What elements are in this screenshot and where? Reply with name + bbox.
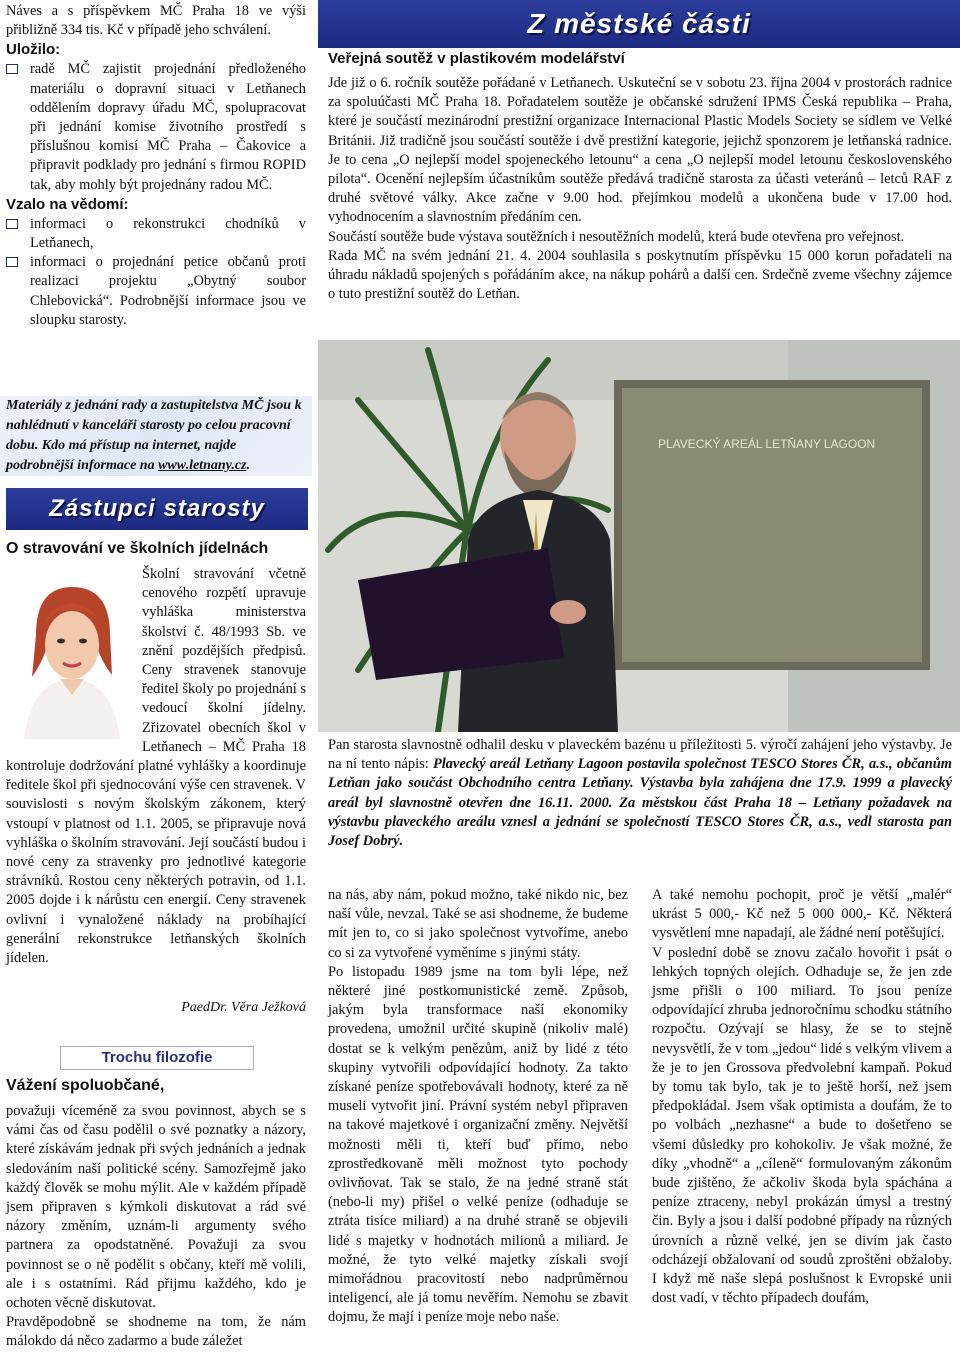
ulozilo-label: Uložilo: xyxy=(6,41,61,59)
author-jezkova: PaedDr. Věra Ježková xyxy=(181,1000,306,1015)
vzalo-item-2: informaci o projednání petice občanů proti realizaci projektu „Obytný soubor Chlebovická“. Podrobnější informace jsou ve sloupku starosty. xyxy=(6,253,306,330)
checkbox-icon xyxy=(6,257,18,267)
soutez-article: Jde již o 6. ročník soutěže pořádané v Letňanech. Uskuteční se v sobotu 23. října 2004 v prostorách radnice za spoluúčasti MČ Praha 18. Pořadatelem soutěže je občanské sdružení IPMS Česká republika – Praha, které je součástí mezinárodní prestižní organizace Internacional Plastic Models Society se sídlem ve Velké Británii. Již tradičně jsou součástí soutěže i dvě prestižní kategorie, jejichž sponzorem je letňanská radnice. Je to cena „O nejlepší model spojeneckého letounu“ a cena „O nejlepší model letounu československého pilota“. Ocenění nejlepším účastníkům soutěže předává tradičně starosta za účasti veteránů – letců RAF z druhé světové války. Akce začne v 9.00 hod. přejímkou modelů a ukončena bude v 17.00 hod. vyhodnocením a slavnostním předáním cen. Součástí soutěže bude výstava soutěžních i nesoutěžních modelů, která bude otevřena pro veřejnost. Rada MČ na svém jednání 21. 4. 2004 souhlasila s poskytnutím příspěvku 15 000 korun pořadateli na úhradu nákladů spojených s pořádáním akce, na nákup pohárů a další cen. Srdečně zveme všechny zájemce o tuto prestižní soutěž do Letňan. xyxy=(328,75,952,303)
section-banner-mestske-casti: Z městské části xyxy=(318,0,960,48)
ulozilo-item: radě MČ zajistit projednání předloženého materiálu o dopravní situaci v Letňanech oddělením dopravy úřadu MČ, spolupracovat při jednání komise životního prostředí s příslušnou komisí MČ Praha – Čakovice a připravit podklady pro jednání s firmou ROPID tak, aby mohly být projednány radou MČ. xyxy=(6,60,306,194)
stravovani-heading: O stravování ve školních jídelnách xyxy=(6,540,269,557)
vzalo-item-1: informaci o rekonstrukci chodníků v Letňanech, xyxy=(6,215,306,253)
photo-caption: Pan starosta slavnostně odhalil desku v plaveckém bazénu u příležitosti 5. výročí zahájení jeho výstavby. Je na ní tento nápis: Plavecký areál Letňany Lagoon postavila společnost TESCO Stores ČR, a.s., občanům Letňan jako součást Obchodního centra Letňany. Výstavba byla zahájena dne 17.9. 1999 a plavecký areál byl slavnostně otevřen dne 16.11. 2000. Za městskou část Praha 18 – Letňany požadavek na výstavbu plaveckého areálu vznesl a jednání se společností TESCO Stores ČR, a.s., vedl starosta pan Josef Dobrý. xyxy=(328,737,952,850)
soutez-heading: Veřejná soutěž v plastikovém modelářství xyxy=(328,50,625,67)
intro-text: Náves a s příspěvkem MČ Praha 18 ve výši přibližně 334 tis. Kč v případě jeho schválení. xyxy=(6,3,306,39)
filozofie-column-middle: na nás, aby nám, pokud možno, také nikdo nic, bez naší vůle, nevzal. Také se asi shodneme, že budeme mít jen to, co si jako společnost vytvoříme, anebo co si za vytvořené vyměníme s jinými státy. Po listopadu 1989 jsme na tom byli lépe, než některé jiné postkomunistické země. Způsob, jakým byla transformace naší ekonomiky provedena, umožnil určité skupině (nikoliv malé) dostat se k velkým penězům, aniž by lidé z této skupiny vytvořili odpovídající hodnoty. Za takto získané peníze spotřebovávali hodnoty, které za ně museli vytvořit jiní. Právní systém nebyl připraven na takové majetkové i organizační změny. Největší možnosti měli ti, kteří buď přímo, nebo zprostředkovaně měli možnost tyto pochody ovlivňovat. Tak se stalo, že na jedné straně stát (nebo-li my) přišel o velké peníze (odhaduje se ztráta tisíce miliard) a na druhé straně se objevili lidé s majetky v hodnotách milionů a miliard. Je možné, že tyto velké majetky získali svojí mimořádnou pracovitostí nebo nadprůměrnou inteligencí, ale já tomu nevěřím. Nemohu se zbavit dojmu, že mají i peníze moje nebo naše. xyxy=(328,887,628,1326)
filozofie-column-left: považuji víceméně za svou povinnost, abych se s vámi čas od času podělil o své poznatky a názory, které získávám jednak při svých jednáních a jednak sledováním naší politické scény. Samozřejmě jako každý člověk se mohu mýlit. Ale v každém případě jsem připraven s kýmkoli diskutovat a rád své názory změním, uznám-li argumenty svého partnera za opodstatněné. Považuji za svou povinnost se o ně podělit s občany, kteří mě volili, ale i s ostatními. Rád přijmu každého, kdo je ochoten věcně diskutovat. Pravděpodobně se shodneme na tom, že nám málokdo dá něco zadarmo a bude záležet xyxy=(6,1103,306,1350)
filozofie-salutation: Vážení spoluobčané, xyxy=(6,1077,165,1094)
section-banner-zastupci: Zástupci starosty xyxy=(6,488,308,530)
section-label-trochu-filozofie: Trochu filozofie xyxy=(60,1046,254,1070)
stravovani-article: Školní stravování včetně cenového rozpětí upravuje vyhláška ministerstva školství č. 48/1993 Sb. ve znění pozdějších předpisů. Ceny stravenek stanovuje ředitel školy po projednání s vedoucí školní jídelny. Zřizovatel obecních škol v Letňanech – MČ Praha 18 kontroluje dodržování platné vyhlášky a koordinuje ředitele škol při sjednocování výše cen stravenek. V souvislosti s novým školským zákonem, který vstoupí v platnost od 1.1. 2005, se připravuje nová vyhláška o školním stravování. Její součástí budou i nové ceny za stravenky pro jednotlivé kategorie strávníků. Rostou ceny některých potravin, od 1.1. 2005 dojde i k nárůstu cen energií. Ceny stravenek ovlivní i vynaložené náklady na probíhající generální rekonstrukce letňanských školních jídelen. xyxy=(6,566,306,967)
filozofie-column-right: A také nemohu pochopit, proč je větší „malér“ ukrást 5 000,- Kč než 5 000 000,- Kč. Některá vysvětlení mne napadají, ale žádné není potěšující. V poslední době se znovu začalo hovořit i psát o lehkých topných olejích. Odhaduje se, že jen zde jsme přišli o 100 miliard. To jsou peníze odpovídající zhruba jednoročnímu schodku státního rozpočtu. Ozývají se hlasy, že se to stejně nevysvětlí, že v tom „jedou“ lidé s velkým vlivem a že je to jen Grossova předvolební kampaň. Pokud by tomu tak bylo, tak je to ještě horší, než jsem předpokládal. Jsem však optimista a doufám, že to po volbách „nezhasne“ a bude to došetřeno se všemi důsledky pro kohokoliv. Je však možné, že díky „vhodně“ a „cíleně“ formulovaným zákonům bude zjištěno, že ačkoliv škoda byla spáchána a peníze ztraceny, nebyl prokázán úmysl a trestný čin. Byly a jsou i další podobné případy na různých úrovních a různě velké, jen se divím jak často odcházejí obžalovaní od soudů zproštěni obžaloby. I když mě naše slepá poslušnost k Evropské unii dost vadí, v těchto případech doufám, xyxy=(652,887,952,1307)
checkbox-icon xyxy=(6,64,18,74)
website-link[interactable]: www.letnany.cz xyxy=(158,458,247,473)
checkbox-icon xyxy=(6,219,18,229)
mayor-unveiling-photo xyxy=(318,340,960,732)
plaque-inscription: PLAVECKÝ AREÁL LETŇANY LAGOON xyxy=(658,437,876,451)
vzalo-label: Vzalo na vědomí: xyxy=(6,195,129,213)
plaque-text: Plavecký areál Letňany Lagoon postavila společnost TESCO Stores ČR, a.s., občanům Letňan jako součást Obchodního centra Letňany. Výstavba byla zahájena dne 17.9. 1999 a plavecký areál byl slavnostně otevřen dne 16.11. 2000. Za městskou část Praha 18 – Letňany požadavek na výstavbu plaveckého areálu vznesl a jednání se společností TESCO Stores ČR, a.s., vedl starosta pan Josef Dobrý. xyxy=(328,756,952,850)
council-resolutions xyxy=(6,2,306,330)
portrait-photo xyxy=(6,565,136,739)
materials-notice: Materiály z jednání rady a zastupitelstva MČ jsou k nahlédnutí v kanceláři starosty po celou pracovní dobu. Kdo má přístup na internet, najde podrobnější informace na www.letnany.cz. xyxy=(0,396,312,476)
